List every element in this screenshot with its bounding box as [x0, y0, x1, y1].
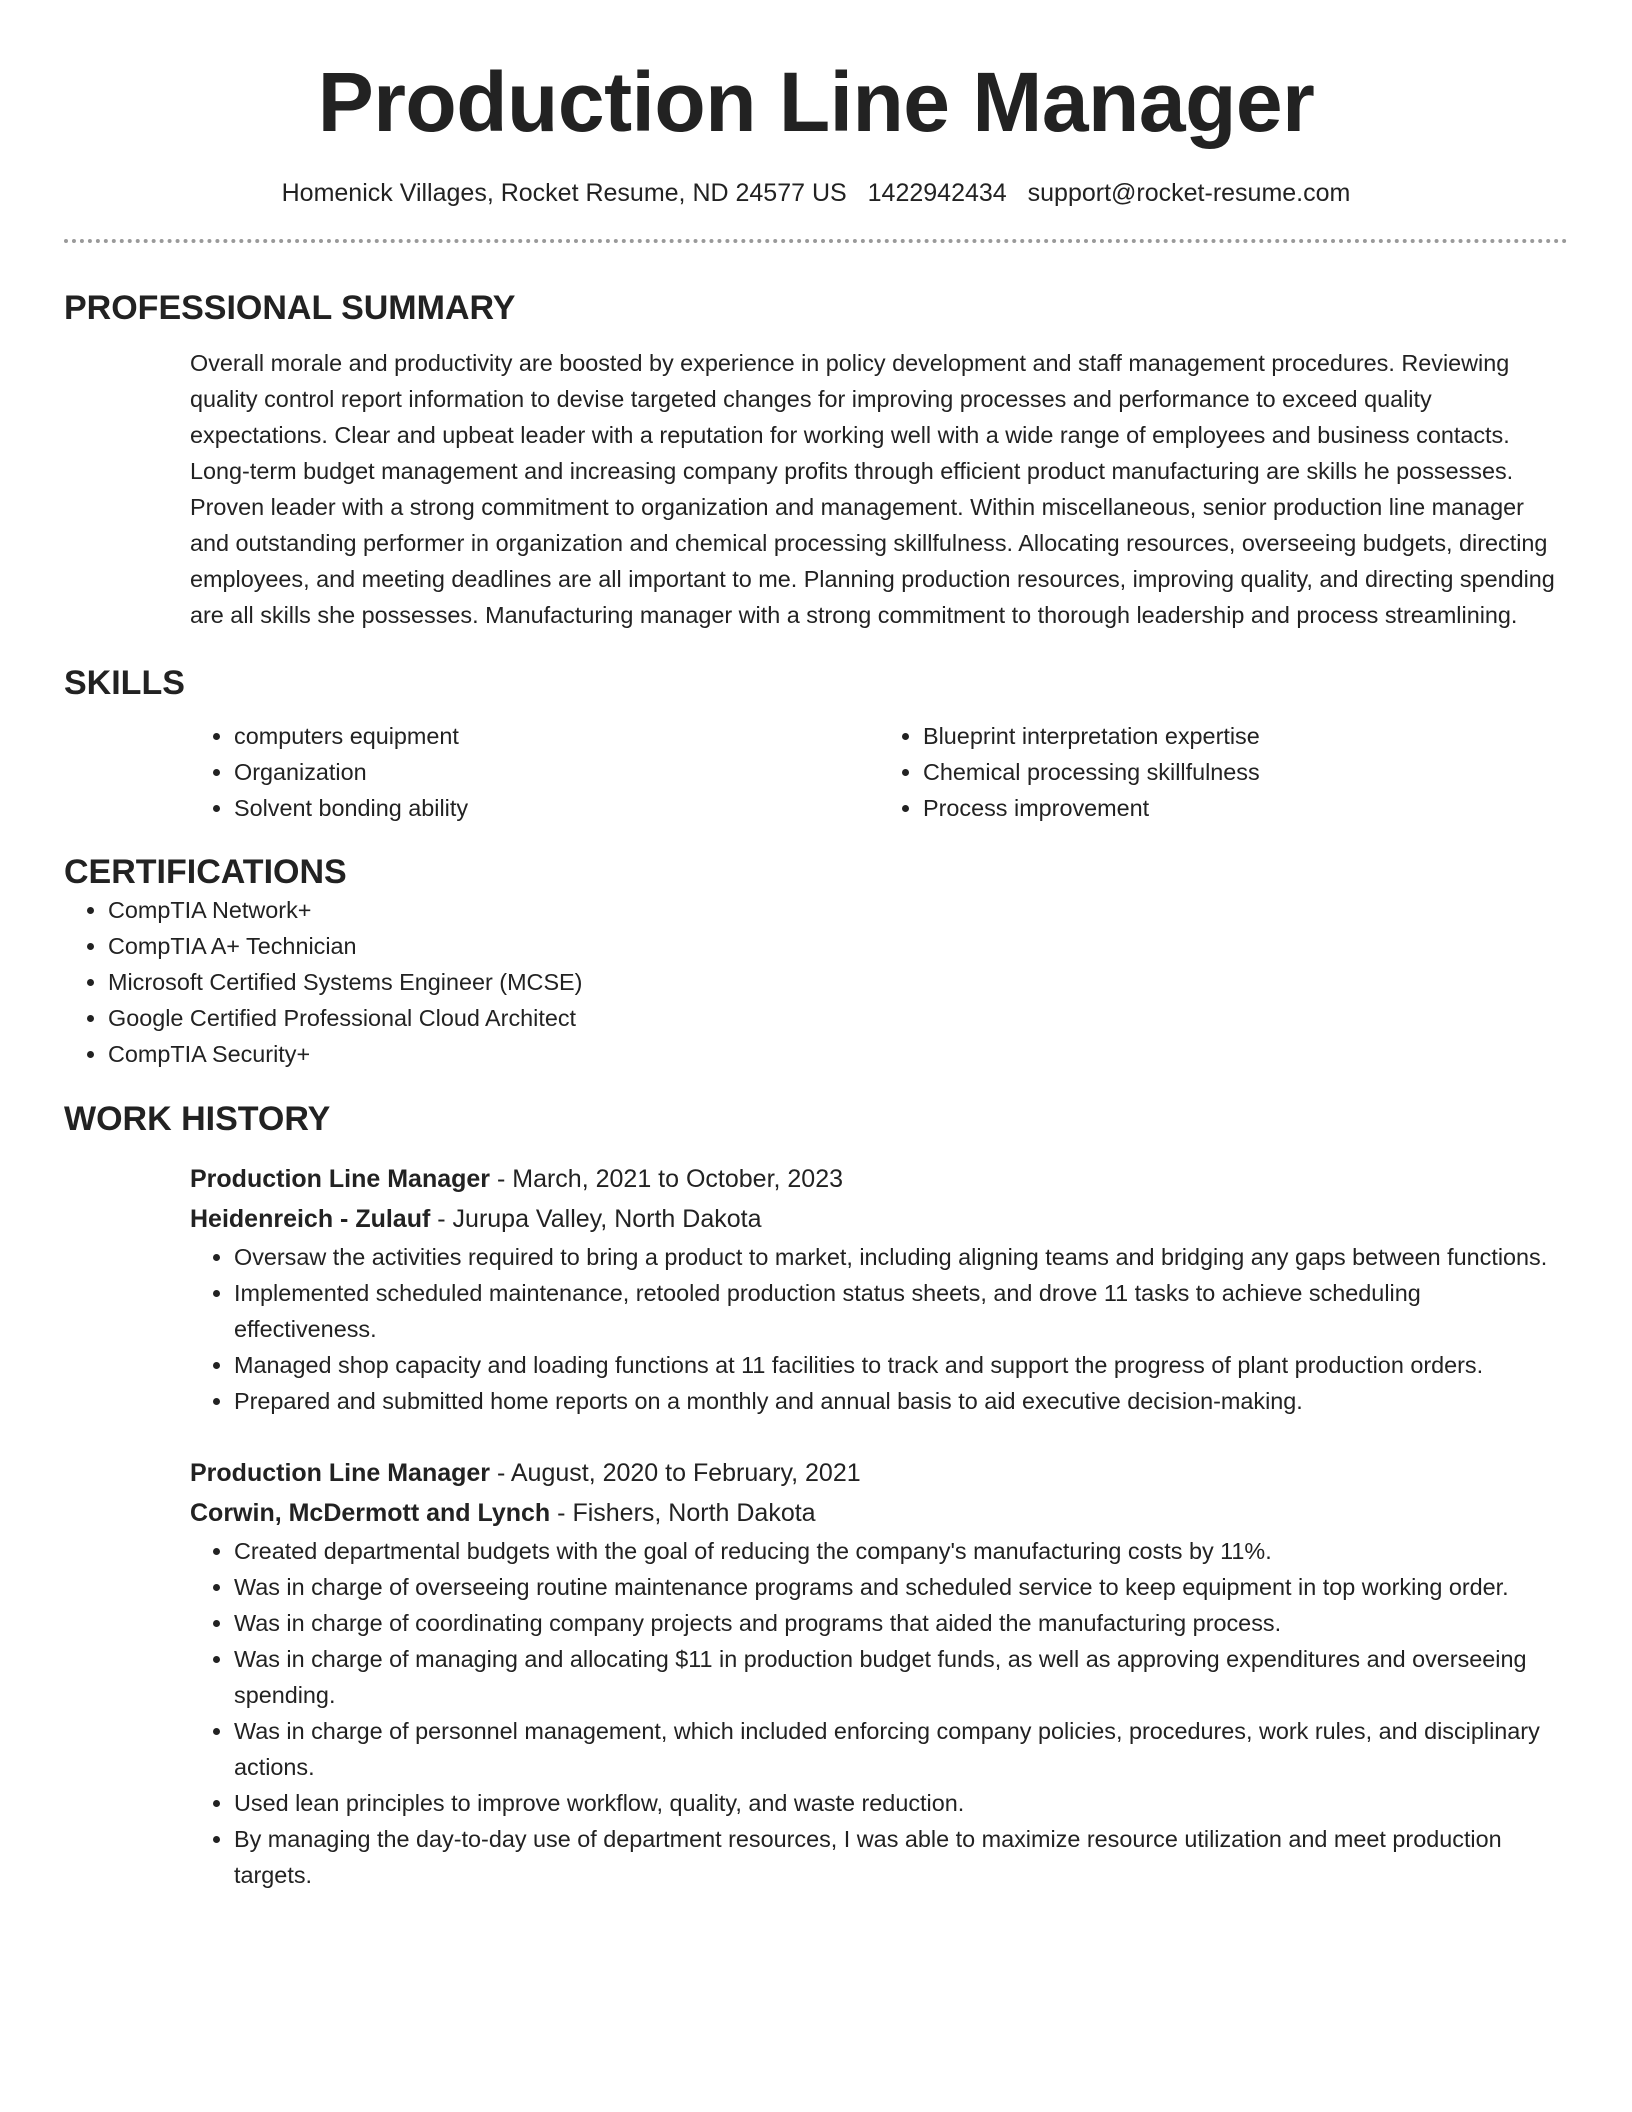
skill-item: • computers equipment	[234, 718, 879, 754]
job-bullet: • Created departmental budgets with the goal of reducing the company's manufacturing costs by 11%.	[234, 1533, 1568, 1569]
job-bullet: • Oversaw the activities required to bring a product to market, including aligning teams and bridging any gaps between functions.	[234, 1239, 1568, 1275]
job-bullet: • Used lean principles to improve workflow, quality, and waste reduction.	[234, 1785, 1568, 1821]
skills-section	[64, 663, 1568, 826]
job-company-line	[190, 1493, 1568, 1533]
job-role: Production Line Manager	[190, 1459, 491, 1487]
skills-columns	[190, 718, 1568, 826]
work-history-section	[64, 1099, 1568, 1893]
job-bullets	[64, 1239, 1568, 1419]
job-entry	[190, 1453, 1568, 1893]
skill-item: • Chemical processing skillfulness	[923, 754, 1568, 790]
summary-text: Overall morale and productivity are boosted by experience in policy development and staff management procedures. Reviewing quality control report information to devise targeted changes for improving processes and performance to exceed quality expectations. Clear and upbeat leader with a reputation for working well with a wide range of employees and business contacts. Long-term budget management and increasing company profits through efficient product manufacturing are skills he possesses. Proven leader with a strong commitment to organization and management. Within miscellaneous, senior production line manager and outstanding performer in organization and chemical processing skillfulness. Allocating resources, overseeing budgets, directing employees, and meeting deadlines are all important to me. Planning production resources, improving quality, and directing spending are all skills she possesses. Manufacturing manager with a strong commitment to thorough leadership and process streamlining.	[190, 350, 1555, 628]
job-bullet: • Prepared and submitted home reports on a monthly and annual basis to aid executive decision-making.	[234, 1383, 1568, 1419]
job-company-line	[190, 1199, 1568, 1239]
skill-item: • Process improvement	[923, 790, 1568, 826]
skills-list-right	[879, 718, 1568, 826]
work-history-title: WORK HISTORY	[64, 1100, 331, 1138]
job-bullet: • Was in charge of overseeing routine maintenance programs and scheduled service to keep equipment in top working order.	[234, 1569, 1568, 1605]
job-bullet: • Managed shop capacity and loading functions at 11 facilities to track and support the progress of plant production orders.	[234, 1347, 1568, 1383]
job-company: Heidenreich - Zulauf	[190, 1205, 431, 1233]
certifications-section	[64, 852, 1568, 1072]
job-role-line	[190, 1453, 1568, 1493]
job-role-line	[190, 1159, 1568, 1199]
job-dates: - August, 2020 to February, 2021	[496, 1459, 861, 1487]
header-divider	[64, 239, 1568, 243]
job-bullet: • Implemented scheduled maintenance, retooled production status sheets, and drove 11 tasks to achieve scheduling effectiveness.	[234, 1275, 1568, 1347]
job-dates: - March, 2021 to October, 2023	[496, 1165, 844, 1193]
contact-phone: 1422942434	[867, 179, 1007, 207]
resume-name: Production Line Manager	[317, 55, 1315, 149]
job-company: Corwin, McDermott and Lynch	[190, 1499, 551, 1527]
certification-item: • CompTIA Network+	[108, 892, 1568, 928]
job-bullet: • Was in charge of managing and allocating $11 in production budget funds, as well as approving expenditures and overseeing spending.	[234, 1641, 1568, 1713]
certifications-title: CERTIFICATIONS	[64, 853, 347, 891]
job-bullet: • By managing the day-to-day use of department resources, I was able to maximize resource utilization and meet production targets.	[234, 1821, 1568, 1893]
certification-item: • CompTIA Security+	[108, 1036, 1568, 1072]
summary-section	[64, 288, 1568, 633]
skill-item: • Blueprint interpretation expertise	[923, 718, 1568, 754]
summary-title: PROFESSIONAL SUMMARY	[64, 289, 516, 327]
skills-list-left	[190, 718, 879, 826]
job-bullets	[64, 1533, 1568, 1893]
job-bullet: • Was in charge of personnel management, which included enforcing company policies, procedures, work rules, and disciplinary actions.	[234, 1713, 1568, 1785]
job-entry	[190, 1159, 1568, 1419]
certification-item: • Google Certified Professional Cloud Architect	[108, 1000, 1568, 1036]
job-location: - Fishers, North Dakota	[557, 1499, 816, 1527]
certification-item: • Microsoft Certified Systems Engineer (MCSE)	[108, 964, 1568, 1000]
skills-title: SKILLS	[64, 664, 185, 702]
contact-line	[64, 178, 1568, 208]
job-role: Production Line Manager	[190, 1165, 491, 1193]
certification-item: • CompTIA A+ Technician	[108, 928, 1568, 964]
job-bullet: • Was in charge of coordinating company projects and programs that aided the manufacturing process.	[234, 1605, 1568, 1641]
skill-item: • Solvent bonding ability	[234, 790, 879, 826]
certifications-list	[64, 892, 1568, 1072]
skill-item: • Organization	[234, 754, 879, 790]
contact-address: Homenick Villages, Rocket Resume, ND 24577 US	[281, 179, 847, 207]
contact-email: support@rocket-resume.com	[1027, 179, 1351, 207]
resume-page	[64, 0, 1568, 1893]
job-location: - Jurupa Valley, North Dakota	[437, 1205, 762, 1233]
